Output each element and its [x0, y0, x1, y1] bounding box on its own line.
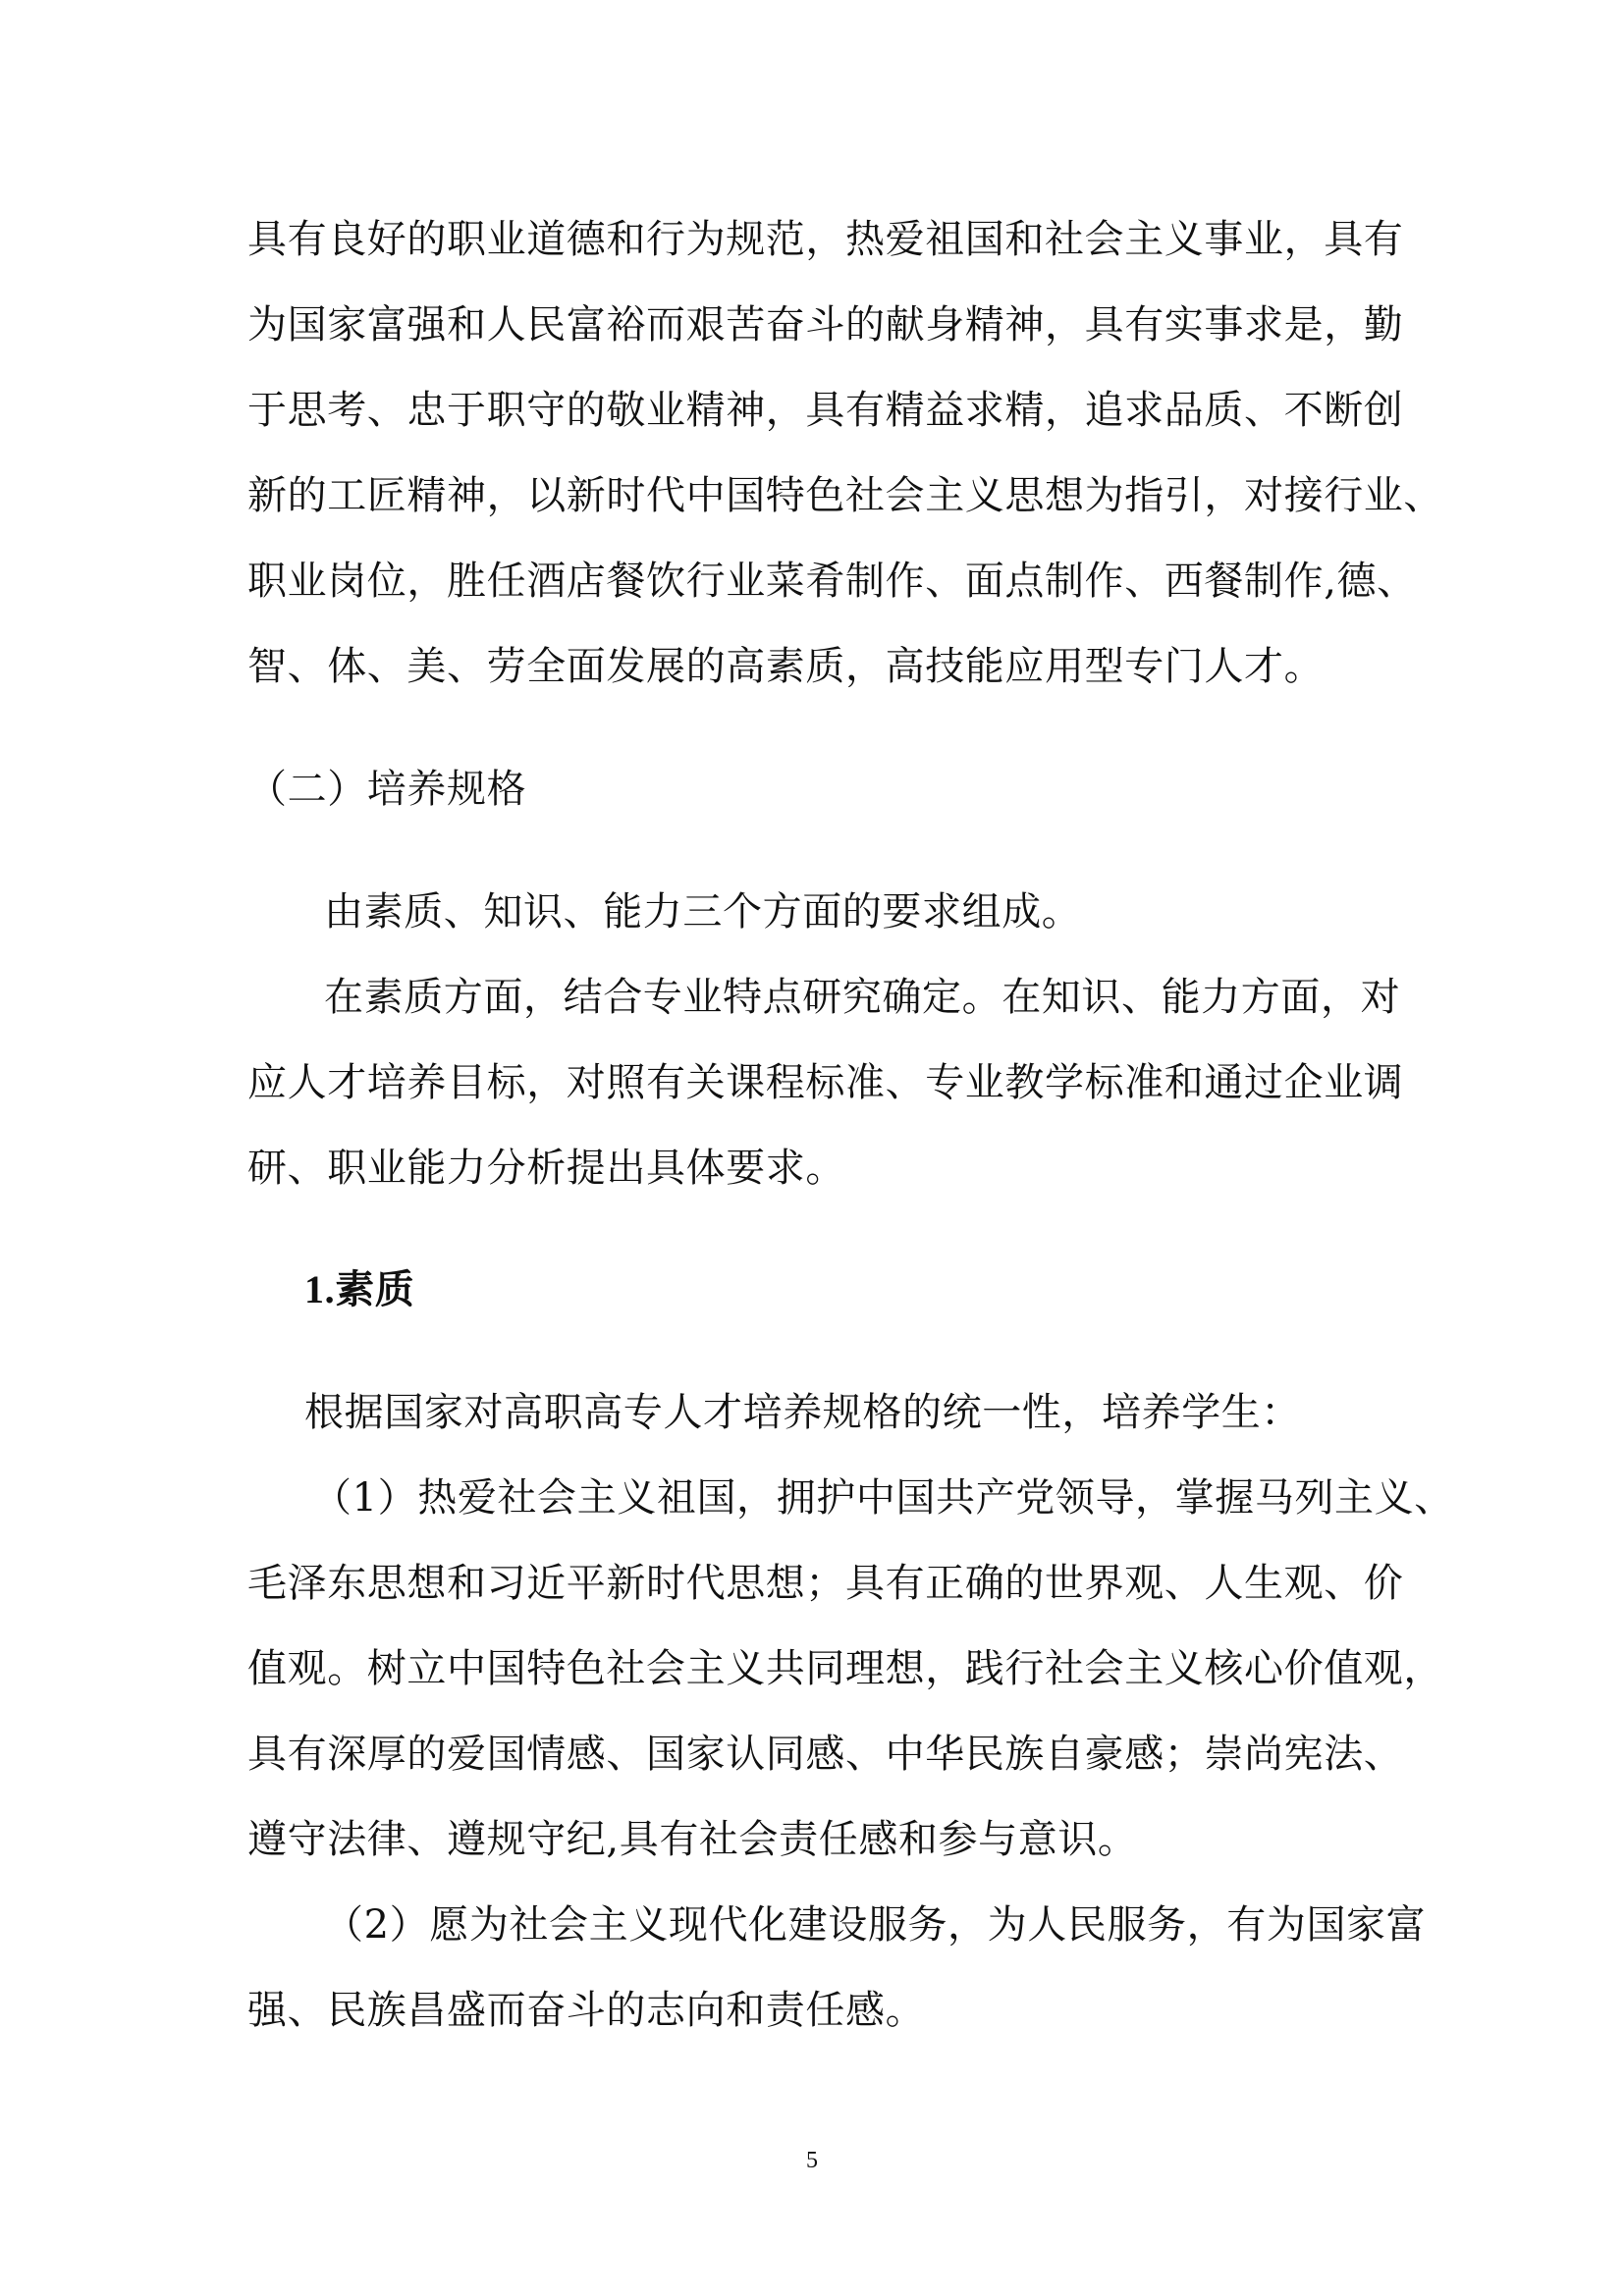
list-item-line: 遵守法律、遵规守纪,具有社会责任感和参与意识。 [247, 1817, 1138, 1862]
paragraph-line: 新的工匠精神，以新时代中国特色社会主义思想为指引，对接行业、 [247, 473, 1443, 518]
paragraph-line: 为国家富强和人民富裕而艰苦奋斗的献身精神，具有实事求是，勤 [247, 302, 1404, 347]
paragraph-line: 智、体、美、劳全面发展的高素质，高技能应用型专门人才。 [247, 644, 1325, 689]
paragraph-line: 在素质方面，结合专业特点研究确定。在知识、能力方面，对 [324, 975, 1401, 1020]
paragraph-line: 具有良好的职业道德和行为规范，热爱祖国和社会主义事业，具有 [247, 217, 1404, 262]
page-number: 5 [806, 2148, 818, 2173]
list-item-line: 具有深厚的爱国情感、国家认同感、中华民族自豪感；崇尚宪法、 [247, 1732, 1404, 1777]
list-item-line: （1）热爱社会主义祖国，拥护中国共产党领导，掌握马列主义、 [312, 1475, 1454, 1521]
list-item-line: 强、民族昌盛而奋斗的志向和责任感。 [247, 1988, 926, 2033]
paragraph-line: 职业岗位，胜任酒店餐饮行业菜肴制作、面点制作、西餐制作,德、 [247, 559, 1417, 604]
paragraph-line: 应人才培养目标，对照有关课程标准、专业教学标准和通过企业调 [247, 1060, 1404, 1105]
subsection-heading: 1.素质 [304, 1267, 415, 1311]
section-heading: （二）培养规格 [247, 767, 527, 812]
paragraph-line: 根据国家对高职高专人才培养规格的统一性，培养学生： [304, 1390, 1301, 1435]
list-item-line: （2）愿为社会主义现代化建设服务，为人民服务，有为国家富 [324, 1902, 1427, 1948]
list-item-line: 毛泽东思想和习近平新时代思想；具有正确的世界观、人生观、价 [247, 1561, 1404, 1606]
paragraph-line: 研、职业能力分析提出具体要求。 [247, 1146, 845, 1191]
paragraph-line: 于思考、忠于职守的敬业精神，具有精益求精，追求品质、不断创 [247, 388, 1404, 433]
paragraph-line: 由素质、知识、能力三个方面的要求组成。 [324, 889, 1082, 934]
list-item-line: 值观。树立中国特色社会主义共同理想，践行社会主义核心价值观， [247, 1646, 1443, 1691]
